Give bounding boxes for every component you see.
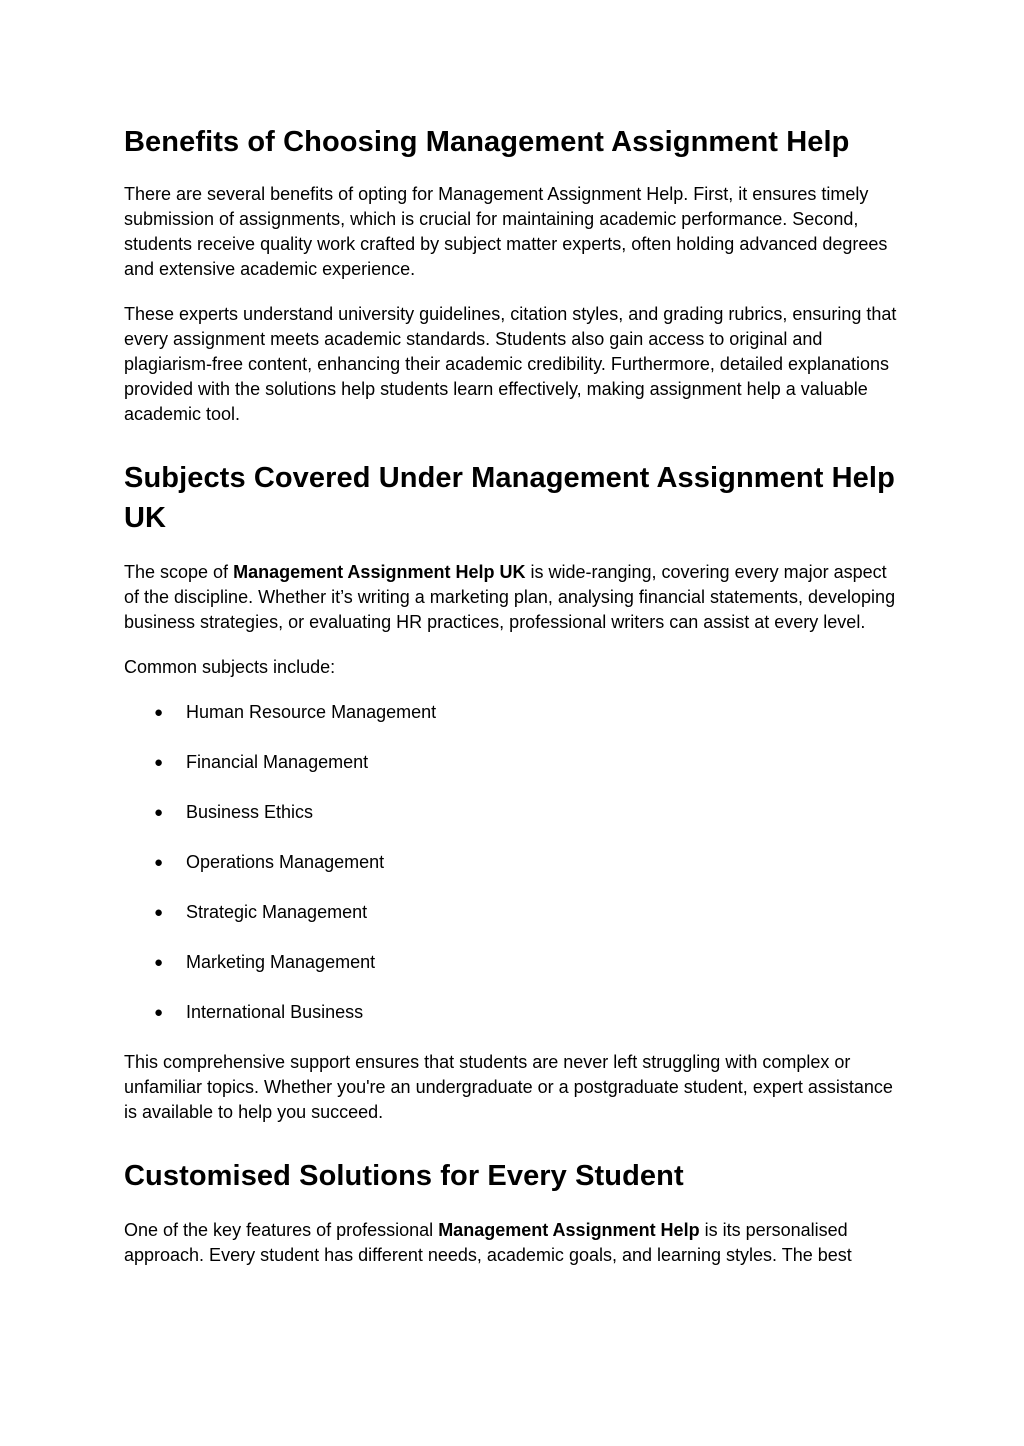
- bullet-icon: ●: [154, 804, 164, 821]
- section-heading-customised: Customised Solutions for Every Student: [124, 1160, 684, 1192]
- subjects-paragraph-1-start: The scope of: [124, 562, 234, 582]
- list-item: [124, 700, 900, 725]
- list-item: [124, 850, 900, 875]
- section-heading-benefits: Benefits of Choosing Management Assignment Help: [124, 126, 850, 158]
- bullet-icon: ●: [154, 954, 164, 971]
- list-item: [124, 750, 900, 775]
- list-item-label: Financial Management: [186, 752, 369, 772]
- subjects-paragraph-2: This comprehensive support ensures that students are never left struggling with complex or unfamiliar topics. Whether you're an undergraduate or a postgraduate student, expert assistance is available to help you succeed.: [124, 1052, 893, 1122]
- customised-paragraph-1: [124, 1218, 900, 1268]
- subjects-intro: Common subjects include:: [124, 657, 336, 677]
- bullet-icon: ●: [154, 704, 164, 721]
- list-item: [124, 950, 900, 975]
- customised-paragraph-1-end: is its personalised approach. Every student has different needs, academic goals, and learning styles. The best: [124, 1220, 852, 1265]
- section-heading-subjects: Subjects Covered Under Management Assignment Help UK: [124, 462, 895, 534]
- bullet-icon: ●: [154, 854, 164, 871]
- bullet-icon: ●: [154, 904, 164, 921]
- list-item: [124, 900, 900, 925]
- list-item: [124, 1000, 900, 1025]
- bullet-icon: ●: [154, 1004, 164, 1021]
- list-item: [124, 800, 900, 825]
- customised-paragraph-1-start: One of the key features of professional: [124, 1220, 439, 1240]
- list-item-label: Human Resource Management: [186, 702, 437, 722]
- subjects-paragraph-1-bold: Management Assignment Help UK: [233, 562, 526, 582]
- benefits-paragraph-1: There are several benefits of opting for Management Assignment Help. First, it ensures timely submission of assignments, which is crucial for maintaining academic performance. Second, students receive quality work crafted by subject matter experts, often holding advanced degrees and extensive academic experience.: [124, 184, 888, 279]
- list-item-label: Business Ethics: [186, 802, 314, 822]
- bullet-icon: ●: [154, 754, 164, 771]
- subjects-paragraph-1-end: is wide-ranging, covering every major aspect of the discipline. Whether it’s writing a marketing plan, analysing financial statements, developing business strategies, or evaluating HR practices, professional writers can assist at every level.: [124, 562, 896, 632]
- list-item-label: International Business: [186, 1002, 364, 1022]
- benefits-paragraph-2: These experts understand university guidelines, citation styles, and grading rubrics, ensuring that every assignment meets academic standards. Students also gain access to original and plagiarism-free content, enhancing their academic credibility. Furthermore, detailed explanations provided with the solutions help students learn effectively, making assignment help a valuable academic tool.: [124, 304, 897, 424]
- customised-paragraph-1-bold: Management Assignment Help: [438, 1220, 700, 1240]
- list-item-label: Marketing Management: [186, 952, 376, 972]
- subjects-paragraph-1: [124, 560, 900, 635]
- list-item-label: Strategic Management: [186, 902, 368, 922]
- subjects-list: [124, 700, 900, 1025]
- list-item-label: Operations Management: [186, 852, 385, 872]
